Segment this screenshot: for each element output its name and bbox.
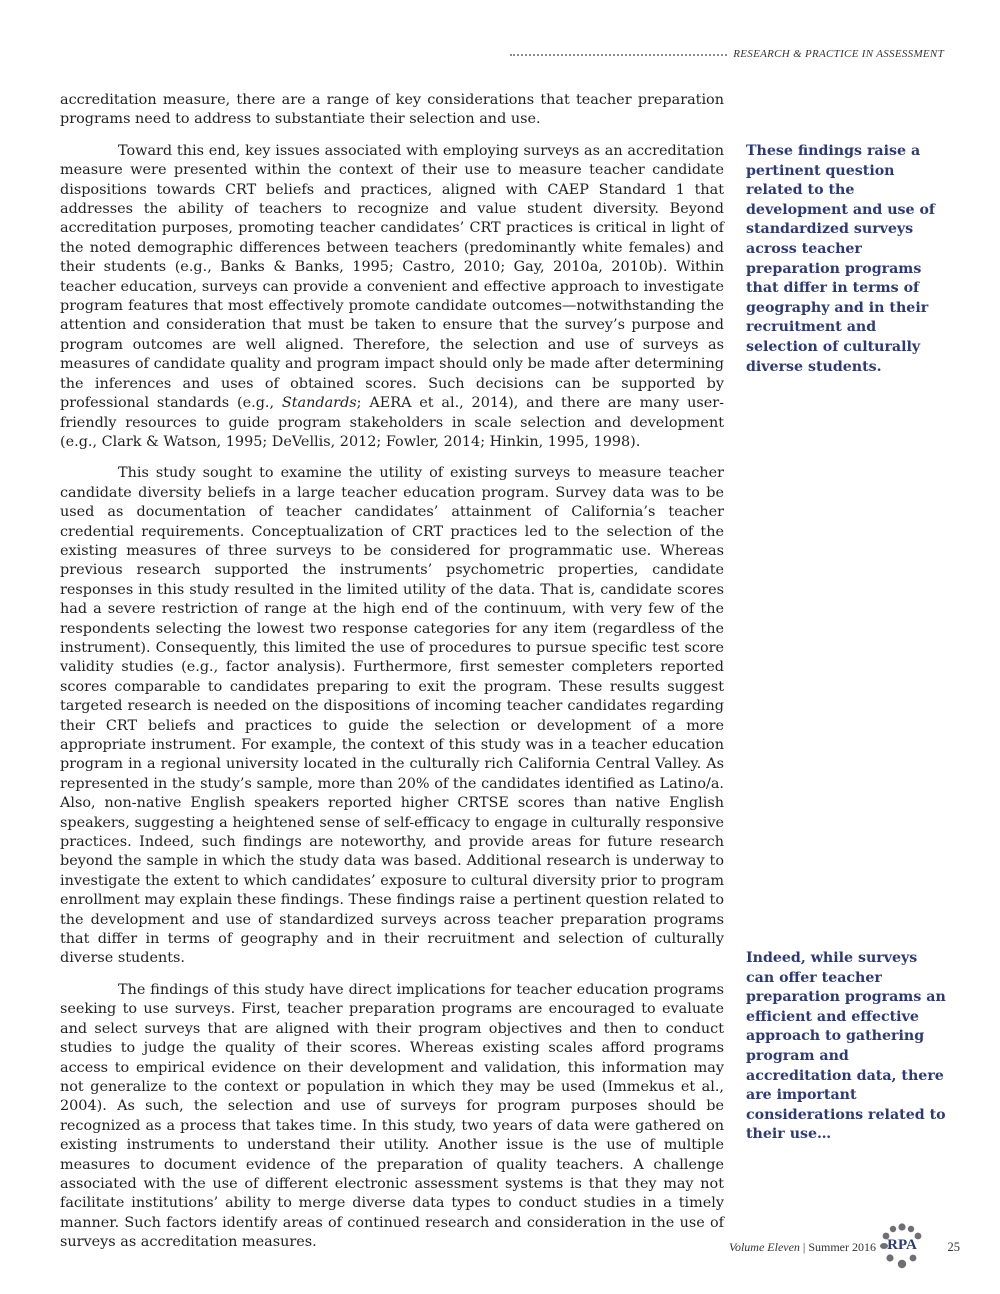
pullquote-2: Indeed, while surveys can offer teacher preparation programs an efficient and effective approach to gathering program and accreditation data, there are important considerations related to their use… bbox=[746, 950, 946, 1143]
running-header bbox=[510, 44, 944, 64]
journal-title: RESEARCH & PRACTICE IN ASSESSMENT bbox=[733, 48, 944, 60]
paragraph-2-part-b: ; AERA et al., 2014), and there are many user-friendly resources to guide program stakeholders in scale selection and development (e.g., Clark & Watson, 1995; DeVellis, 2012; Fowler, 2014; Hinkin, 1995, 1998). bbox=[60, 395, 724, 450]
paragraph-2 bbox=[60, 142, 724, 453]
page-number: 25 bbox=[947, 1240, 960, 1254]
footer-separator: | bbox=[799, 1240, 809, 1254]
issue-label: Summer 2016 bbox=[808, 1240, 876, 1254]
footer-issue-info bbox=[729, 1240, 876, 1255]
paragraph-3: This study sought to examine the utility of existing surveys to measure teacher candidate diversity beliefs in a large teacher education program. Survey data was to be used as documentation of teacher candidates’ attainment of California’s teacher credential requirements. Conceptualization of CRT practices led to the selection of the existing measures of three surveys to be considered for programmatic use. Whereas previous research supported the instruments’ psychometric properties, candidate responses in this study resulted in the limited utility of the data. That is, candidate scores had a severe restriction of range at the high end of the continuum, with very few of the respondents selecting the lowest two response categories for any item (regardless of the instrument). Consequently, this limited the use of procedures to pursue specific test score validity studies (e.g., factor analysis). Furthermore, first semester completers reported scores comparable to candidates preparing to exit the program. These results suggest targeted research is needed on the dispositions of incoming teacher candidates regarding their CRT beliefs and practices to guide the selection or development of a more appropriate instrument. For example, the context of this study was in a teacher education program in a regional university located in the culturally rich California Central Valley. As represented in the study’s sample, more than 20% of the candidates identified as Latino/a. Also, non-native English speakers reported higher CRTSE scores than native English speakers, suggesting a heightened sense of self-efficacy to engage in culturally responsive practices. Indeed, such findings are noteworthy, and provide areas for future research beyond the sample in which the study data was based. Additional research is underway to investigate the extent to which candidates’ exposure to cultural diversity prior to program enrollment may explain these findings. These findings raise a pertinent question related to the development and use of standardized surveys across teacher preparation programs that differ in terms of geography and in their recruitment and selection of culturally diverse students. bbox=[60, 465, 724, 967]
paragraph-4: The findings of this study have direct implications for teacher education programs seeking to use surveys. First, teacher preparation programs are encouraged to evaluate and select surveys that are aligned with their program objectives and then to conduct studies to judge the quality of their scores. Whereas existing scales afford programs access to empirical evidence on their development and validation, this information may not generalize to the context or population in which they may be used (Immekus et al., 2004). As such, the selection and use of surveys for program purposes should be recognized as a process that takes time. In this study, two years of data were gathered on existing instruments to understand their utility. Another issue is the use of multiple measures to document evidence of the preparation of quality teachers. A challenge associated with the use of different electronic assessment systems is that they may not facilitate institutions’ ability to merge diverse data types to conduct studies in a timely manner. Such factors identify areas of continued research and consideration in the use of surveys as accreditation measures. bbox=[60, 981, 724, 1251]
pullquote-1: These findings raise a pertinent question related to the development and use of standardized surveys across teacher preparation programs that differ in terms of geography and in their recruitment and selection of culturally diverse students. bbox=[746, 143, 936, 375]
paragraph-2-part-a: Toward this end, key issues associated with employing surveys as an accreditation measure were presented within the context of their use to measure teacher candidate dispositions towards CRT beliefs and practices, aligned with CAEP Standard 1 that addresses the ability of teachers to recognize and value student diversity. Beyond accreditation purposes, promoting teacher candidates’ CRT practices is critical in light of the noted demographic differences between teachers (predominantly white females) and their students (e.g., Banks & Banks, 1995; Castro, 2010; Gay, 2010a, 2010b). Within teacher education, surveys can provide a convenient and effective approach to investigate program features that most effectively promote candidate outcomes—notwithstanding the attention and consideration that must be taken to ensure that the survey’s purpose and program outcomes are well aligned. Therefore, the selection and use of surveys as measures of candidate quality and program impact should only be made after determining the inferences and uses of obtained scores. Such decisions can be supported by professional standards (e.g., bbox=[60, 142, 724, 412]
body-text bbox=[60, 91, 724, 1265]
standards-italic: Standards bbox=[281, 395, 357, 412]
header-dotted-rule bbox=[510, 54, 727, 56]
page-footer bbox=[690, 1228, 960, 1268]
volume-label: Volume Eleven bbox=[728, 1240, 800, 1254]
rpa-logo-text: RPA bbox=[887, 1237, 917, 1253]
rpa-logo-icon bbox=[876, 1222, 928, 1272]
paragraph-1: accreditation measure, there are a range of key considerations that teacher preparation programs need to address to substantiate their selection and use. bbox=[60, 92, 724, 128]
